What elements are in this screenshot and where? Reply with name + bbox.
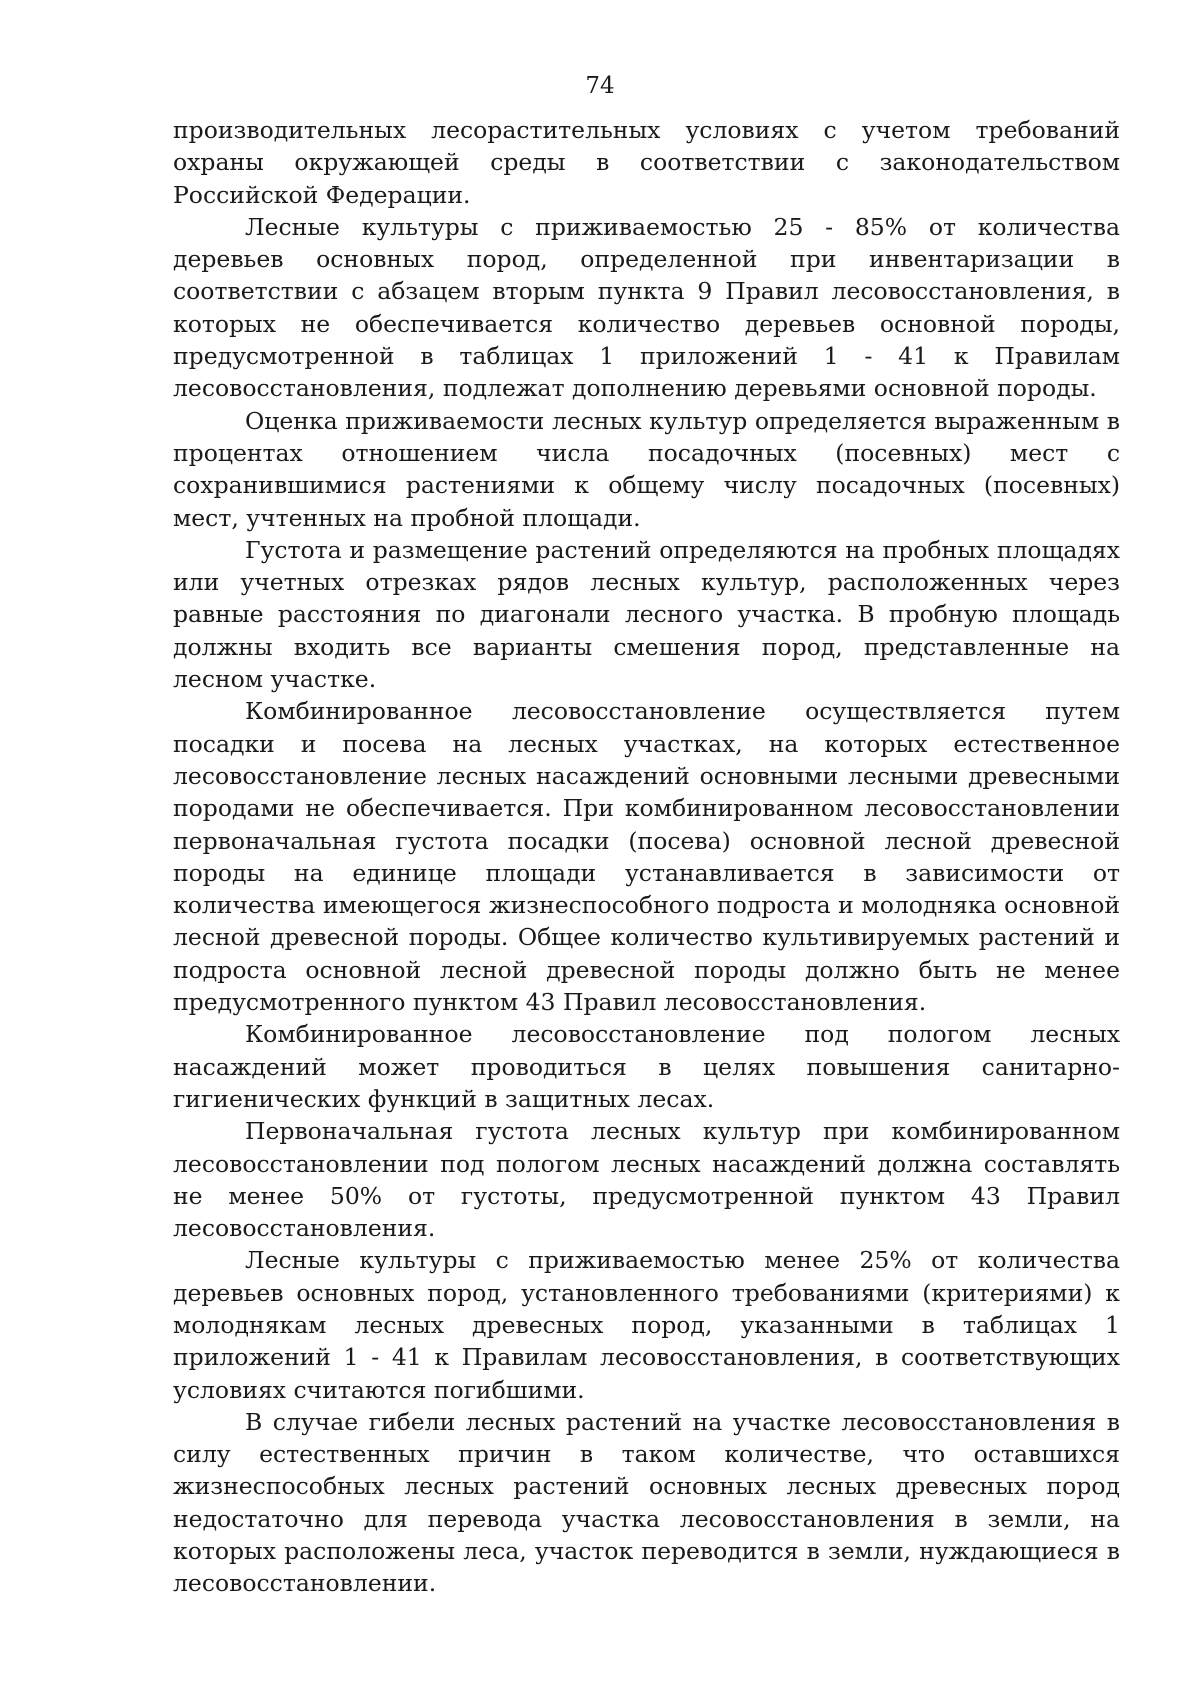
paragraph-survival-25-85: Лесные культуры с приживаемостью 25 - 85% от количества деревьев основных пород, определенной при инвентаризации в соответствии с абзацем вторым пункта 9 Правил лесовосстановления, в которых не обеспечивается количество деревьев основной породы, предусмотренной в таблицах 1 приложений 1 - 41 к Правилам лесовосстановления, подлежат дополнению деревьями основной породы. [173,212,1120,403]
paragraph-combined-reforestation: Комбинированное лесовосстановление осуществляется путем посадки и посева на лесных участках, на которых естественное лесовосстановление лесных насаждений основными лесными древесными породами не обеспечивается. При комбинированном лесовосстановлении первоначальная густота посадки (посева) основной лесной древесной породы на единице площади устанавливается в зависимости от количества имеющегося жизнеспособного подроста и молодняка основной лесной древесной породы. Общее количество культивируемых растений и подроста основной лесной древесной породы должно быть не менее предусмотренного пунктом 43 Правил лесовосстановления. [173,697,1120,1017]
body-text [173,114,1120,1600]
paragraph-combined-under-canopy: Комбинированное лесовосстановление под пологом лесных насаждений может проводиться в целях повышения санитарно-гигиенических функций в защитных лесах. [173,1020,1120,1113]
paragraph-continuation: производительных лесорастительных условиях с учетом требований охраны окружающей среды в соответствии с законодательством Российской Федерации. [173,116,1120,209]
paragraph-initial-density: Первоначальная густота лесных культур при комбинированном лесовосстановлении под пологом лесных насаждений должна составлять не менее 50% от густоты, предусмотренной пунктом 43 Правил лесовосстановления. [173,1117,1120,1243]
paragraph-plant-loss: В случае гибели лесных растений на участке лесовосстановления в силу естественных причин в таком количестве, что оставшихся жизнеспособных лесных растений основных лесных древесных пород недостаточно для перевода участка лесовосстановления в земли, на которых расположены леса, участок переводится в земли, нуждающиеся в лесовосстановлении. [173,1407,1120,1598]
page-number: 74 [585,73,615,99]
paragraph-survival-below-25: Лесные культуры с приживаемостью менее 25% от количества деревьев основных пород, установленного требованиями (критериями) к молоднякам лесных древесных пород, указанными в таблицах 1 приложений 1 - 41 к Правилам лесовосстановления, в соответствующих условиях считаются погибшими. [173,1246,1120,1404]
paragraph-survival-assessment: Оценка приживаемости лесных культур определяется выраженным в процентах отношением числа посадочных (посевных) мест с сохранившимися растениями к общему числу посадочных (посевных) мест, учтенных на пробной площади. [173,406,1120,532]
paragraph-density-placement: Густота и размещение растений определяются на пробных площадях или учетных отрезках рядов лесных культур, расположенных через равные расстояния по диагонали лесного участка. В пробную площадь должны входить все варианты смешения пород, представленные на лесном участке. [173,535,1120,694]
